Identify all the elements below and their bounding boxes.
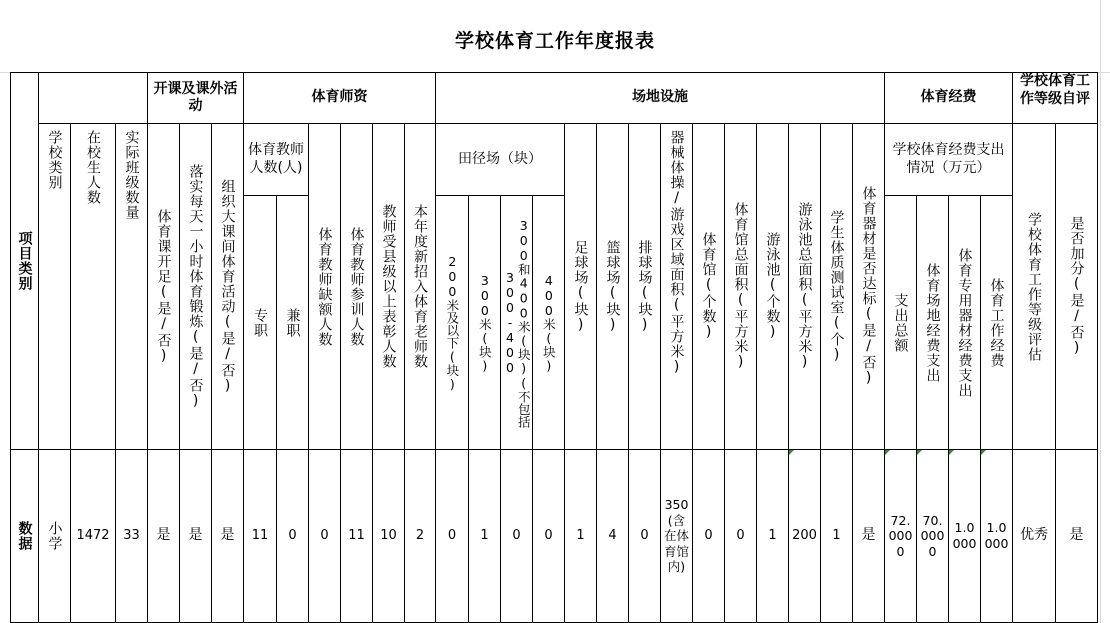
header-text: 游泳池(个数) <box>764 232 781 341</box>
header-text: 体育专用器材经费支出 <box>956 247 973 398</box>
value-classes: 33 <box>115 449 148 623</box>
value-track-300: 1 <box>468 449 501 623</box>
header-volleyball <box>628 123 661 450</box>
header-text: 学校体育工作等级评估 <box>1026 211 1043 362</box>
value-school-type <box>38 449 71 623</box>
header-text: 本年度新招入体育老师数 <box>412 204 429 369</box>
subgroup-funds-detail: 学校体育经费支出情况（万元） <box>884 123 1013 196</box>
cell-value: 小学 <box>46 521 63 551</box>
value-students: 1472 <box>70 449 116 623</box>
header-venue-spend <box>916 195 949 450</box>
header-text: 在校生人数 <box>85 130 102 205</box>
header-eval-level <box>1012 123 1056 450</box>
value-part-time: 0 <box>276 449 309 623</box>
subgroup-teacher-count: 体育教师人数(人) <box>243 123 309 196</box>
group-funds: 体育经费 <box>884 72 1013 124</box>
header-shortage <box>308 123 341 450</box>
header-total-spend <box>884 195 917 450</box>
value-shortage: 0 <box>308 449 341 623</box>
header-text: 体育课开足(是/否) <box>155 208 172 365</box>
value-equipment-ok: 是 <box>852 449 885 623</box>
header-bonus <box>1055 123 1098 450</box>
header-one-hour <box>179 123 212 450</box>
header-apparatus-area <box>660 123 693 450</box>
header-text: 实际班级数量 <box>123 130 140 220</box>
header-text: 游泳池总面积(平方米) <box>796 202 813 371</box>
header-equipment-ok <box>852 123 885 450</box>
header-track-200 <box>435 195 469 450</box>
header-track-300-400 <box>500 195 533 450</box>
value-new-hired: 2 <box>404 449 436 623</box>
header-fitness-room <box>820 123 853 450</box>
value-eval-level: 优秀 <box>1012 449 1056 623</box>
data-label: 数据 <box>16 521 33 551</box>
value-big-break: 是 <box>211 449 244 623</box>
header-text: 400米(块) <box>541 272 557 373</box>
value-track-200: 0 <box>435 449 469 623</box>
header-text: 学校类别 <box>46 130 63 190</box>
header-full-time <box>243 195 277 450</box>
header-text: 教师受县级以上表彰人数 <box>380 204 397 369</box>
header-text: 是否加分(是/否) <box>1068 216 1085 357</box>
value-gym-area: 0 <box>724 449 757 623</box>
header-pool-area <box>788 123 821 450</box>
value-pool-area: 200 <box>788 449 821 623</box>
header-text: 体育馆总面积(平方米) <box>732 202 749 371</box>
header-text: 兼职 <box>284 307 301 338</box>
value-football: 1 <box>564 449 597 623</box>
header-track-300 <box>468 195 501 450</box>
value-awarded: 10 <box>372 449 405 623</box>
value-basketball: 4 <box>596 449 629 623</box>
header-pe-course <box>147 123 180 450</box>
row-label-header-cell <box>10 72 39 450</box>
header-new-hired <box>404 123 436 450</box>
header-big-break <box>211 123 244 450</box>
header-equipment-spend <box>948 195 981 450</box>
value-fitness-room: 1 <box>820 449 853 623</box>
value-total-spend: 72.0000 <box>884 449 917 623</box>
header-trained <box>340 123 373 450</box>
header-text: 300和400米(块)(不包括300-400 <box>502 217 532 428</box>
value-full-time: 11 <box>243 449 277 623</box>
value-track-300-400: 0 <box>500 449 533 623</box>
header-awarded <box>372 123 405 450</box>
header-basketball <box>596 123 629 450</box>
header-text: 体育馆(个数) <box>700 232 717 341</box>
header-school-type <box>38 123 71 450</box>
data-label-cell <box>10 449 39 623</box>
header-gym-count <box>692 123 725 450</box>
sheet-gridline <box>1100 0 1101 623</box>
header-text: 落实每天一小时体育锻炼(是/否) <box>187 163 204 410</box>
header-track-400 <box>532 195 565 450</box>
group-evaluation: 学校体育工作等级自评 <box>1012 72 1098 124</box>
header-text: 体育工作经费 <box>988 277 1005 368</box>
header-text: 组织大课间体育活动(是/否) <box>219 178 236 395</box>
header-text: 篮球场(块) <box>604 239 621 334</box>
header-text: 器械体操/游戏区域面积(平方米) <box>668 130 685 376</box>
group-teachers: 体育师资 <box>243 72 436 124</box>
header-text: 体育场地经费支出 <box>924 262 941 383</box>
header-gym-area <box>724 123 757 450</box>
value-pool-count: 1 <box>756 449 789 623</box>
subgroup-track: 田径场（块） <box>435 123 565 196</box>
value-pe-course: 是 <box>147 449 180 623</box>
header-work-spend <box>980 195 1013 450</box>
value-apparatus-area: 350(含在体育馆内) <box>660 449 693 623</box>
value-venue-spend: 70.0000 <box>916 449 949 623</box>
value-track-400: 0 <box>532 449 565 623</box>
item-category-label: 项目类别 <box>16 231 33 291</box>
header-students <box>70 123 116 450</box>
value-one-hour: 是 <box>179 449 212 623</box>
header-text: 200米及以下(块) <box>444 253 460 392</box>
value-trained: 11 <box>340 449 373 623</box>
value-bonus: 是 <box>1055 449 1098 623</box>
header-text: 体育教师参训人数 <box>348 226 365 347</box>
value-equipment-spend: 1.0000 <box>948 449 981 623</box>
header-text: 支出总额 <box>892 292 909 353</box>
header-text: 300米(块) <box>477 272 493 373</box>
header-text: 排球场(块) <box>636 239 653 334</box>
header-text: 足球场(块) <box>572 239 589 334</box>
value-gym-count: 0 <box>692 449 725 623</box>
group-venues: 场地设施 <box>435 72 885 124</box>
value-volleyball: 0 <box>628 449 661 623</box>
group-courses: 开课及课外活动 <box>147 72 244 124</box>
blank-group-cell <box>38 72 148 124</box>
header-text: 学生体质测试室(个) <box>828 209 845 364</box>
report-title: 学校体育工作年度报表 <box>454 30 655 52</box>
value-work-spend: 1.0000 <box>980 449 1013 623</box>
header-text: 体育器材是否达标(是/否) <box>860 186 877 387</box>
header-classes <box>115 123 148 450</box>
header-text: 专职 <box>252 307 269 338</box>
header-football <box>564 123 597 450</box>
header-pool-count <box>756 123 789 450</box>
header-text: 体育教师缺额人数 <box>316 226 333 347</box>
header-part-time <box>276 195 309 450</box>
